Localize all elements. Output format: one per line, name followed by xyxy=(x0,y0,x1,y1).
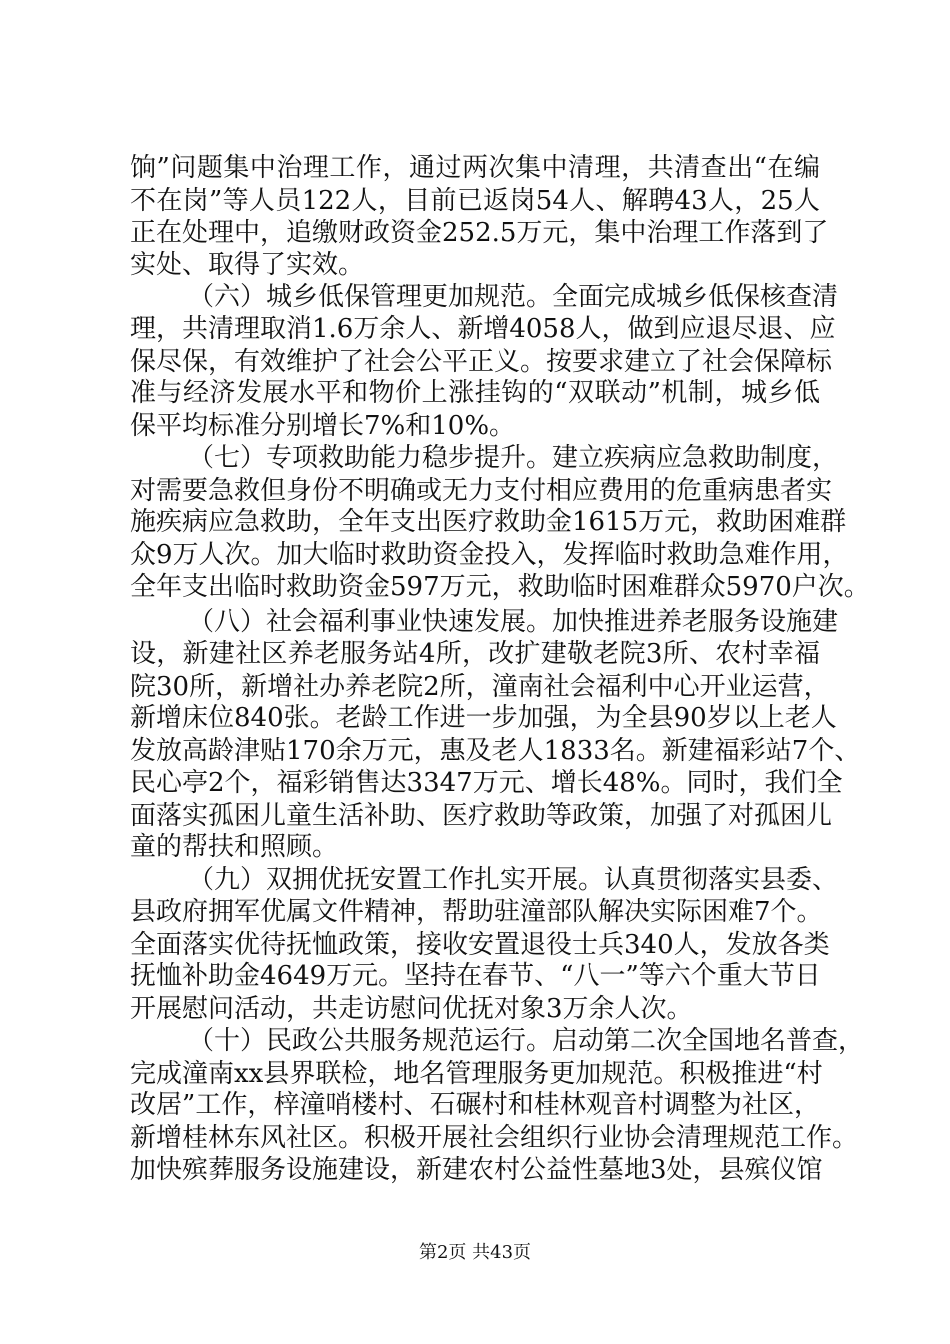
text-line: 院30所，新增社办养老院2所，潼南社会福利中心开业运营， xyxy=(130,672,830,702)
text-line: 众9万人次。加大临时救助资金投入，发挥临时救助急难作用， xyxy=(130,540,849,570)
text-line: （六）城乡低保管理更加规范。全面完成城乡低保核查清 xyxy=(188,282,839,312)
page-footer: 第2页 共43页 xyxy=(418,1242,532,1263)
text-line: 新增桂林东风社区。积极开展社会组织行业协会清理规范工作。 xyxy=(130,1123,859,1153)
text-line: 加快殡葬服务设施建设，新建农村公益性墓地3处，县殡仪馆 xyxy=(130,1155,823,1185)
text-line: 保尽保，有效维护了社会公平正义。按要求建立了社会保障标 xyxy=(130,347,833,377)
text-line: （七）专项救助能力稳步提升。建立疾病应急救助制度， xyxy=(188,443,839,473)
text-line: 施疾病应急救助，全年支出医疗救助金1615万元，救助困难群 xyxy=(130,507,847,537)
text-line: 完成潼南xx县界联检，地名管理服务更加规范。积极推进“村 xyxy=(130,1059,823,1089)
text-line: 准与经济发展水平和物价上涨挂钩的“双联动”机制，城乡低 xyxy=(130,378,820,408)
text-line: 改居”工作，梓潼哨楼村、石碾村和桂林观音村调整为社区， xyxy=(130,1090,820,1120)
text-line: 童的帮扶和照顾。 xyxy=(130,832,339,862)
text-line: 不在岗”等人员122人，目前已返岗54人、解聘43人，25人 xyxy=(130,186,820,216)
text-line: 设，新建社区养老服务站4所，改扩建敬老院3所、农村幸福 xyxy=(130,639,820,669)
text-line: （九）双拥优抚安置工作扎实开展。认真贯彻落实县委、 xyxy=(188,865,839,895)
text-line: 理，共清理取消1.6万余人、新增4058人，做到应退尽退、应 xyxy=(130,314,836,344)
text-line: 全面落实优待抚恤政策，接收安置退役士兵340人，发放各类 xyxy=(130,930,830,960)
text-line: 保平均标准分别增长7%和10%。 xyxy=(130,411,516,441)
text-line: 民心亭2个，福彩销售达3347万元、增长48%。同时，我们全 xyxy=(130,768,843,798)
text-line: 面落实孤困儿童生活补助、医疗救助等政策，加强了对孤困儿 xyxy=(130,801,833,831)
text-line: 饷”问题集中治理工作，通过两次集中清理，共清查出“在编 xyxy=(130,153,820,183)
text-line: 开展慰问活动，共走访慰问优抚对象3万余人次。 xyxy=(130,994,693,1024)
text-line: 正在处理中，追缴财政资金252.5万元，集中治理工作落到了 xyxy=(130,218,829,248)
text-line: 县政府拥军优属文件精神，帮助驻潼部队解决实际困难7个。 xyxy=(130,897,823,927)
text-line: 对需要急救但身份不明确或无力支付相应费用的危重病患者实 xyxy=(130,476,833,506)
text-line: 新增床位840张。老龄工作进一步加强，为全县90岁以上老人 xyxy=(130,703,837,733)
text-line: （八）社会福利事业快速发展。加快推进养老服务设施建 xyxy=(188,607,839,637)
text-line: 发放高龄津贴170余万元，惠及老人1833名。新建福彩站7个、 xyxy=(130,736,861,766)
text-line: 全年支出临时救助资金597万元，救助临时困难群众5970户次。 xyxy=(130,572,870,602)
text-line: 实处、取得了实效。 xyxy=(130,250,365,280)
text-line: （十）民政公共服务规范运行。启动第二次全国地名普查， xyxy=(188,1026,865,1056)
text-line: 抚恤补助金4649万元。坚持在春节、“八一”等六个重大节日 xyxy=(130,961,821,991)
